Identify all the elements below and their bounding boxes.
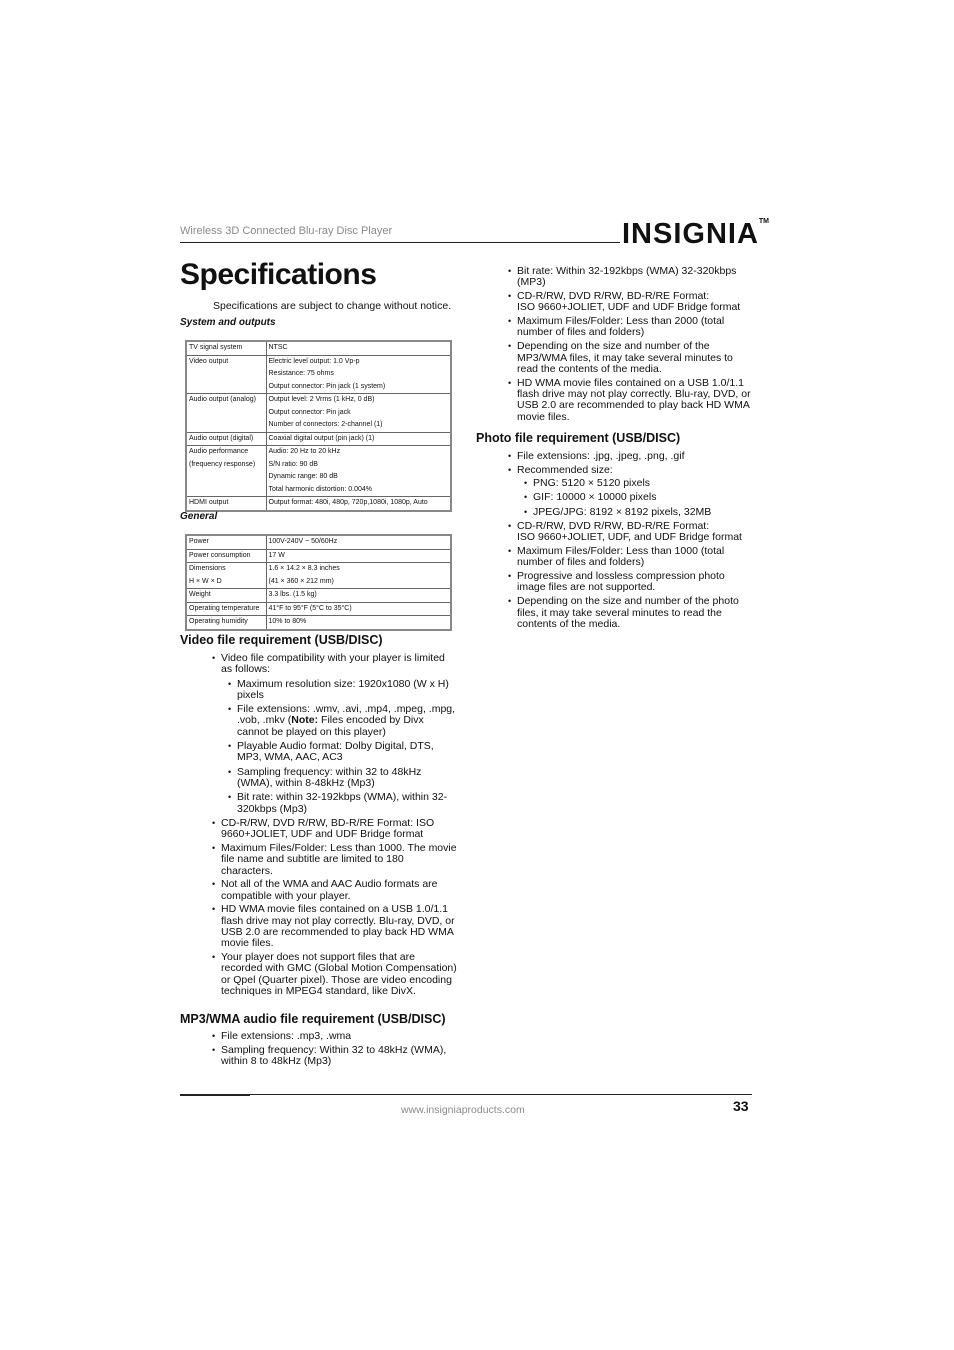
spec-value: NTSC (268, 344, 288, 351)
table-row (186, 394, 451, 433)
spec-label-cell (186, 616, 266, 630)
spec-value: 1.6 × 14.2 × 8.3 inches (268, 565, 340, 572)
list-item: • Playable Audio format: Dolby Digital, DTS, MP3, WMA, AAC, AC3 (237, 741, 457, 764)
list-item: • PNG: 5120 × 5120 pixels (533, 478, 753, 489)
spec-value-cell (266, 497, 451, 511)
spec-value: 17 W (268, 551, 285, 559)
spec-notice: Specifications are subject to change without notice. (213, 300, 452, 312)
list-item-text: File extensions: .wmv, .avi, .mp4, .mpeg, .mpg, .vob, .mkv ( (237, 703, 456, 727)
list-item: • Sampling frequency: Within 32 to 48kHz (WMA), within 8 to 48kHz (Mp3) (221, 1045, 457, 1068)
spec-label-cell (186, 602, 266, 616)
list-item: • JPEG/JPG: 8192 × 8192 pixels, 32MB (533, 507, 753, 518)
list-item: • Maximum Files/Folder: Less than 1000. The movie file name and subtitle are limited to 180 characters. (221, 843, 457, 877)
spec-value-cell (266, 535, 451, 549)
table-row (186, 341, 451, 355)
list-item (517, 521, 753, 544)
photo-requirement-list (517, 451, 753, 633)
list-item (517, 291, 753, 314)
list-item-text: CD-R/RW, DVD R/RW, BD-R/RE Format: (517, 290, 710, 303)
list-item-text: Video file compatibility with your player is limited as follows: (221, 652, 445, 676)
spec-value-cell (266, 616, 451, 630)
list-item: • Maximum Files/Folder: Less than 2000 (total number of files and folders) (517, 316, 753, 339)
spec-label: Power consumption (189, 551, 251, 559)
table-row (186, 535, 451, 549)
spec-label-cell (186, 497, 266, 511)
spec-label: Weight (189, 591, 211, 598)
spec-label: Operating humidity (189, 618, 248, 625)
list-item-text: ISO 9660+JOLIET, UDF, and UDF Bridge format (517, 531, 742, 544)
spec-value-cell (266, 549, 451, 563)
spec-value: Number of connectors: 2-channel (1) (268, 421, 383, 428)
spec-label: HDMI output (189, 499, 229, 506)
video-requirement-heading: Video file requirement (USB/DISC) (180, 633, 383, 647)
mp3-requirement-heading: MP3/WMA audio file requirement (USB/DISC) (180, 1012, 446, 1026)
list-item: • Your player does not support files that are recorded with GMC (Global Motion Compensation) or Qpel (Quarter pixel). Those are video encoding techniques in MPEG4 standard, like DivX. (221, 952, 457, 997)
table-row (186, 446, 451, 497)
spec-value-cell (266, 602, 451, 616)
general-heading: General (180, 511, 218, 522)
spec-value: (41 × 360 × 212 mm) (268, 577, 334, 585)
spec-value-cell (266, 394, 451, 433)
list-item: • Maximum resolution size: 1920x1080 (W x H) pixels (237, 679, 457, 702)
mp3-requirement-list-right (517, 266, 753, 425)
list-item: • Depending on the size and number of the photo files, it may take several minutes to read the contents of the media. (517, 596, 753, 630)
video-sublist (237, 679, 457, 815)
note-label: Note: (291, 714, 319, 727)
list-item: • Not all of the WMA and AAC Audio formats are compatible with your player. (221, 879, 457, 902)
list-item (237, 704, 457, 738)
table-row (186, 497, 451, 511)
spec-value: Output connector: Pin jack (1 system) (268, 382, 386, 390)
spec-label: Audio output (digital) (189, 434, 254, 442)
logo-text: INSIGNIA (622, 218, 759, 250)
page-title: Specifications (180, 258, 377, 291)
list-item: • File extensions: .mp3, .wma (221, 1031, 457, 1042)
list-item (221, 653, 457, 815)
spec-value-cell (266, 432, 451, 446)
spec-label: H × W × D (189, 577, 222, 585)
video-requirement-list (221, 653, 457, 1000)
spec-label-cell (186, 394, 266, 433)
spec-value-cell (266, 446, 451, 497)
spec-label: TV signal system (189, 344, 243, 351)
spec-value: 10% to 80% (268, 618, 307, 625)
spec-label: Audio output (analog) (189, 396, 256, 403)
list-item: • GIF: 10000 × 10000 pixels (533, 492, 753, 503)
list-item: • CD-R/RW, DVD R/RW, BD-R/RE Format: ISO 9660+JOLIET, UDF and UDF Bridge format (221, 818, 457, 841)
spec-value: Resistance: 75 ohms (268, 370, 334, 377)
spec-value: S/N ratio: 90 dB (268, 460, 318, 468)
spec-label: Video output (189, 357, 229, 365)
list-item: • Depending on the size and number of the MP3/WMA files, it may take several minutes to read the contents of the media. (517, 341, 753, 375)
list-item-text: CD-R/RW, DVD R/RW, BD-R/RE Format: (517, 519, 710, 532)
spec-value: Coaxial digital output (pin jack) (1) (268, 434, 375, 442)
spec-value: Total harmonic distortion: 0.004% (268, 485, 372, 493)
spec-label: (frequency response) (189, 460, 256, 468)
table-row (186, 616, 451, 630)
spec-value: Output connector: Pin jack (268, 408, 351, 416)
list-item: • Bit rate: Within 32-192kbps (WMA) 32-320kbps (MP3) (517, 266, 753, 289)
list-item (517, 465, 753, 518)
list-item: • File extensions: .jpg, .jpeg, .png, .gif (517, 451, 753, 462)
list-item: • Sampling frequency: within 32 to 48kHz (WMA), within 8-48kHz (Mp3) (237, 767, 457, 790)
spec-label-cell (186, 589, 266, 603)
table-row (186, 563, 451, 589)
spec-value: Output format: 480i, 480p, 720p,1080i, 1080p, Auto (268, 499, 428, 506)
spec-value: Electric level output: 1.0 Vp-p (268, 357, 360, 365)
table-row (186, 602, 451, 616)
spec-value: Dynamic range: 80 dB (268, 473, 338, 480)
list-item: • Progressive and lossless compression photo image files are not supported. (517, 571, 753, 594)
spec-label-cell (186, 563, 266, 589)
spec-value: 3.3 lbs. (1.5 kg) (268, 591, 317, 598)
spec-value-cell (266, 355, 451, 394)
spec-label-cell (186, 355, 266, 394)
list-item: • HD WMA movie files contained on a USB 1.0/1.1 flash drive may not play correctly. Blu-ray, DVD, or USB 2.0 are recommended to play back HD WMA movie files. (221, 904, 457, 949)
spec-label: Power (189, 538, 209, 545)
photo-size-sublist (533, 478, 753, 518)
spec-label-cell (186, 535, 266, 549)
brand-logo (622, 218, 769, 251)
logo-trademark: TM (758, 218, 770, 225)
table-row (186, 355, 451, 394)
list-item: • Bit rate: within 32-192kbps (WMA), within 32-320kbps (Mp3) (237, 792, 457, 815)
footer-url: www.insigniaproducts.com (401, 1104, 525, 1116)
list-item-text: ISO 9660+JOLIET, UDF and UDF Bridge format (517, 301, 741, 314)
list-item: • Maximum Files/Folder: Less than 1000 (total number of files and folders) (517, 546, 753, 569)
spec-label: Audio performance (189, 448, 249, 455)
spec-label-cell (186, 432, 266, 446)
spec-value-cell (266, 589, 451, 603)
table-row (186, 432, 451, 446)
photo-requirement-heading: Photo file requirement (USB/DISC) (476, 431, 681, 445)
running-header: Wireless 3D Connected Blu-ray Disc Player (180, 225, 393, 237)
page-number: 33 (733, 1098, 749, 1114)
spec-label-cell (186, 341, 266, 355)
list-item: • HD WMA movie files contained on a USB 1.0/1.1 flash drive may not play correctly. Blu-ray, DVD, or USB 2.0 are recommended to play back HD WMA movie files. (517, 378, 753, 423)
spec-value: Output level: 2 Vrms (1 kHz, 0 dB) (268, 396, 375, 403)
footer-rule-accent (180, 1094, 250, 1096)
spec-value: 100V-240V ~ 50/60Hz (268, 538, 338, 545)
mp3-requirement-list-left (221, 1031, 457, 1070)
system-outputs-table (185, 340, 452, 512)
spec-label-cell (186, 446, 266, 497)
table-row (186, 549, 451, 563)
system-outputs-heading: System and outputs (180, 317, 276, 328)
general-table (185, 534, 452, 631)
footer-rule (180, 1094, 752, 1095)
spec-value-cell (266, 563, 451, 589)
header-rule (180, 242, 620, 243)
table-row (186, 589, 451, 603)
spec-label-cell (186, 549, 266, 563)
list-item-text: Recommended size: (517, 463, 613, 476)
spec-value: 41°F to 95°F (5°C to 35°C) (268, 604, 352, 612)
spec-label: Dimensions (189, 565, 226, 572)
list-item-text: Files encoded by Divx cannot be played on this player) (237, 714, 424, 738)
spec-value-cell (266, 341, 451, 355)
spec-value: Audio: 20 Hz to 20 kHz (268, 448, 341, 455)
spec-label: Operating temperature (189, 604, 260, 612)
